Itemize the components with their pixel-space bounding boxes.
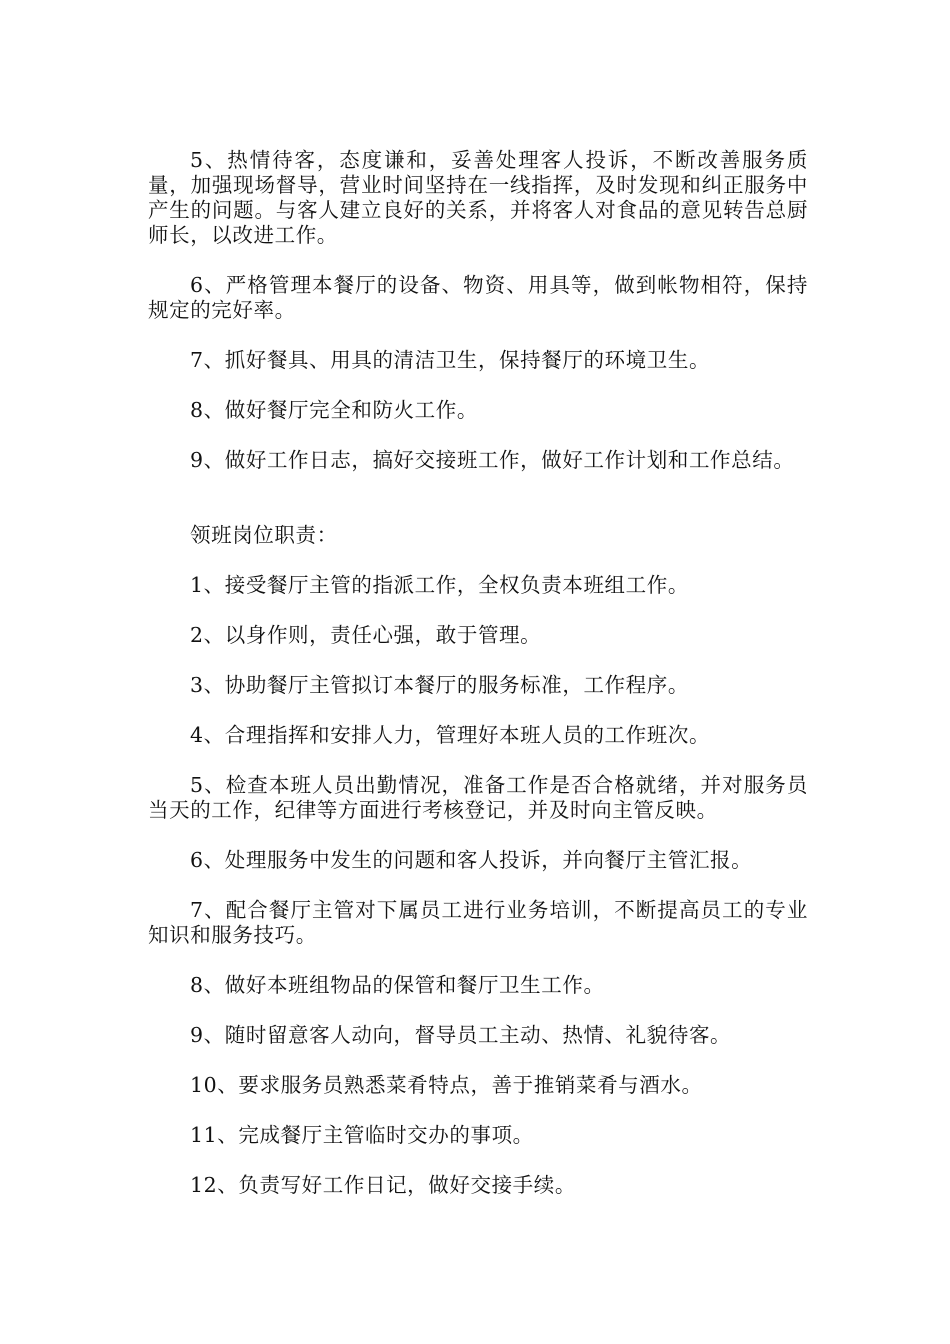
duty-item-9: 9、做好工作日志，搞好交接班工作，做好工作计划和工作总结。 — [190, 448, 795, 472]
foreman-duty-6: 6、处理服务中发生的问题和客人投诉，并向餐厅主管汇报。 — [190, 848, 753, 872]
foreman-duty-8: 8、做好本班组物品的保管和餐厅卫生工作。 — [190, 973, 605, 997]
section-heading: 领班岗位职责： — [190, 523, 338, 547]
foreman-duty-5: 5、检查本班人员出勤情况，准备工作是否合格就绪，并对服务员当天的工作，纪律等方面进行考核登记，并及时向主管反映。 — [148, 773, 808, 822]
duty-item-8: 8、做好餐厅完全和防火工作。 — [190, 398, 478, 422]
foreman-duty-3: 3、协助餐厅主管拟订本餐厅的服务标准，工作程序。 — [190, 673, 689, 697]
foreman-duty-2: 2、以身作则，责任心强，敢于管理。 — [190, 623, 542, 647]
foreman-duty-12: 12、负责写好工作日记，做好交接手续。 — [190, 1173, 576, 1197]
duty-item-5: 5、热情待客，态度谦和，妥善处理客人投诉，不断改善服务质量，加强现场督导，营业时间坚持在一线指挥，及时发现和纠正服务中产生的问题。与客人建立良好的关系，并将客人对食品的意见转告总厨师长，以改进工作。 — [148, 148, 808, 247]
foreman-duty-4: 4、合理指挥和安排人力，管理好本班人员的工作班次。 — [190, 723, 711, 747]
foreman-duty-10: 10、要求服务员熟悉菜肴特点，善于推销菜肴与酒水。 — [190, 1073, 703, 1097]
foreman-duty-1: 1、接受餐厅主管的指派工作，全权负责本班组工作。 — [190, 573, 689, 597]
document-body — [148, 148, 808, 1198]
duty-item-7: 7、抓好餐具、用具的清洁卫生，保持餐厅的环境卫生。 — [190, 348, 711, 372]
duty-item-6: 6、严格管理本餐厅的设备、物资、用具等，做到帐物相符，保持规定的完好率。 — [148, 273, 808, 322]
foreman-duty-11: 11、完成餐厅主管临时交办的事项。 — [190, 1123, 534, 1147]
foreman-duty-9: 9、随时留意客人动向，督导员工主动、热情、礼貌待客。 — [190, 1023, 732, 1047]
foreman-duty-7: 7、配合餐厅主管对下属员工进行业务培训，不断提高员工的专业知识和服务技巧。 — [148, 898, 808, 947]
